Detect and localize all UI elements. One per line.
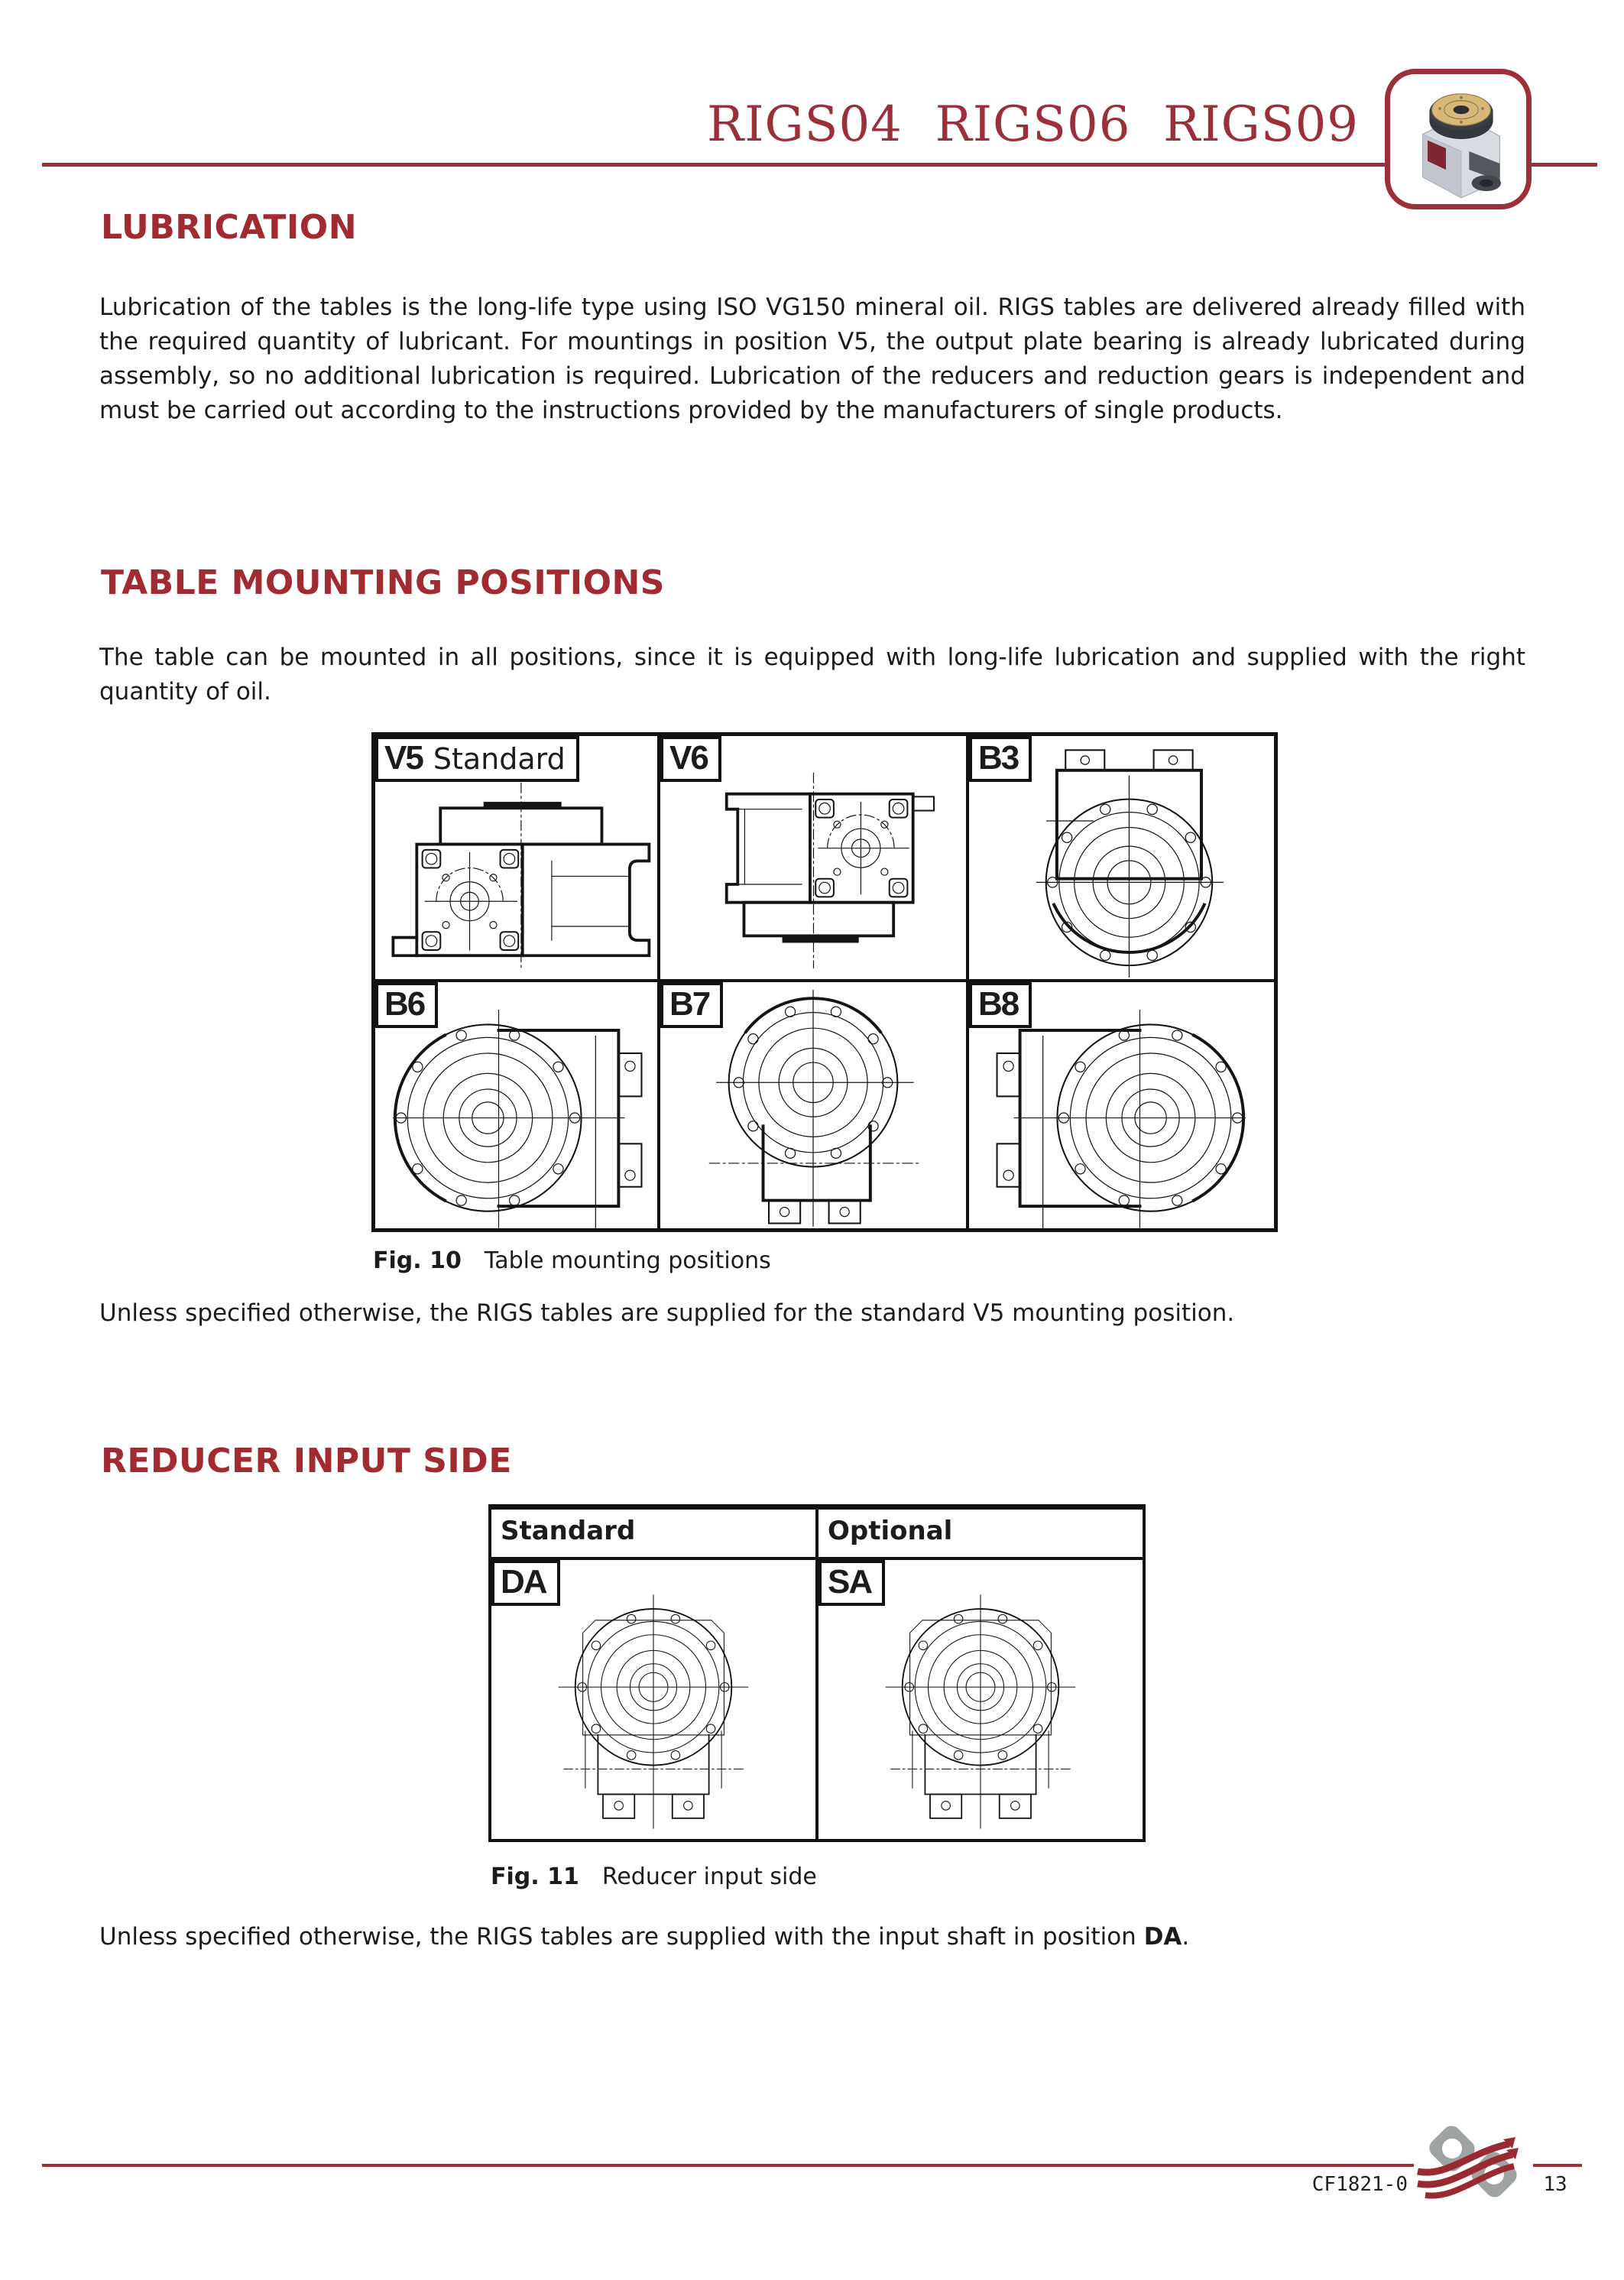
product-image-frame — [1385, 69, 1532, 209]
reducer-note-bold: DA — [1143, 1923, 1182, 1951]
lubrication-paragraph: Lubrication of the tables is the long-life type using ISO VG150 mineral oil. RIGS tables are delivered already filled with the required quantity of lubricant. For mountings in position V5, the output plate bearing is already lubricated during assembly, so no additional lubrication is required. Lubrication of the reducers and reduction gears is independent and must be carried out according to the instructions provided by the manufacturers of single products. — [99, 294, 1525, 424]
b6-drawing — [379, 994, 654, 1228]
mounting-cell-b7 — [660, 982, 969, 1228]
reducer-note: Unless specified otherwise, the RIGS tables are supplied with the input shaft in position DA. — [99, 1923, 1190, 1951]
cell-label-da: DA — [491, 1560, 560, 1606]
mounting-cell-b3 — [969, 736, 1274, 982]
company-logo — [1414, 2122, 1533, 2206]
v6-drawing — [678, 762, 949, 976]
section-heading-mounting: TABLE MOUNTING POSITIONS — [101, 563, 665, 602]
cell-label-v5: V5 Standard — [375, 736, 579, 782]
cell-label-b3: B3 — [969, 736, 1032, 782]
mounting-paragraph: The table can be mounted in all positions, since it is equipped with long-life lubrication and supplied with the right quantity of oil. — [99, 644, 1525, 705]
mounting-cell-b6 — [375, 982, 660, 1228]
cell-label-b7: B7 — [660, 982, 723, 1028]
mounting-cell-v6 — [660, 736, 969, 982]
reducer-cell-sa — [818, 1560, 1143, 1839]
page-title: RIGS04 RIGS06 RIGS09 — [707, 96, 1359, 153]
b8-drawing — [984, 994, 1259, 1228]
cell-label-sa: SA — [818, 1560, 885, 1606]
mounting-cell-b8 — [969, 982, 1274, 1228]
footer-page-number: 13 — [1543, 2173, 1567, 2196]
column-header-optional: Optional — [828, 1516, 953, 1546]
reducer-input-figure — [488, 1504, 1146, 1842]
mounting-note: Unless specified otherwise, the RIGS tables are supplied for the standard V5 mounting position. — [99, 1299, 1235, 1327]
cell-label-v6: V6 — [660, 736, 721, 782]
v5-drawing — [381, 765, 652, 979]
reducer-figure-header — [491, 1510, 1143, 1560]
fig10-caption: Fig. 10 Table mounting positions — [373, 1247, 771, 1274]
fig11-caption: Fig. 11 Reducer input side — [491, 1863, 817, 1890]
rotary-table-product-image — [1393, 78, 1523, 200]
da-drawing — [516, 1580, 791, 1832]
cell-label-b8: B8 — [969, 982, 1032, 1028]
reducer-cell-da — [491, 1560, 818, 1839]
column-header-standard: Standard — [491, 1510, 818, 1557]
mounting-cell-v5 — [375, 736, 660, 982]
section-heading-lubrication: LUBRICATION — [101, 208, 358, 247]
header-rule — [42, 163, 1597, 167]
mounting-positions-figure — [371, 732, 1278, 1232]
company-logo-icon — [1416, 2124, 1531, 2204]
sa-drawing — [843, 1580, 1118, 1832]
footer-doc-code: CF1821-0 — [1311, 2173, 1408, 2196]
cell-label-b6: B6 — [375, 982, 438, 1028]
section-heading-reducer: REDUCER INPUT SIDE — [101, 1442, 512, 1481]
footer-rule — [42, 2164, 1582, 2167]
